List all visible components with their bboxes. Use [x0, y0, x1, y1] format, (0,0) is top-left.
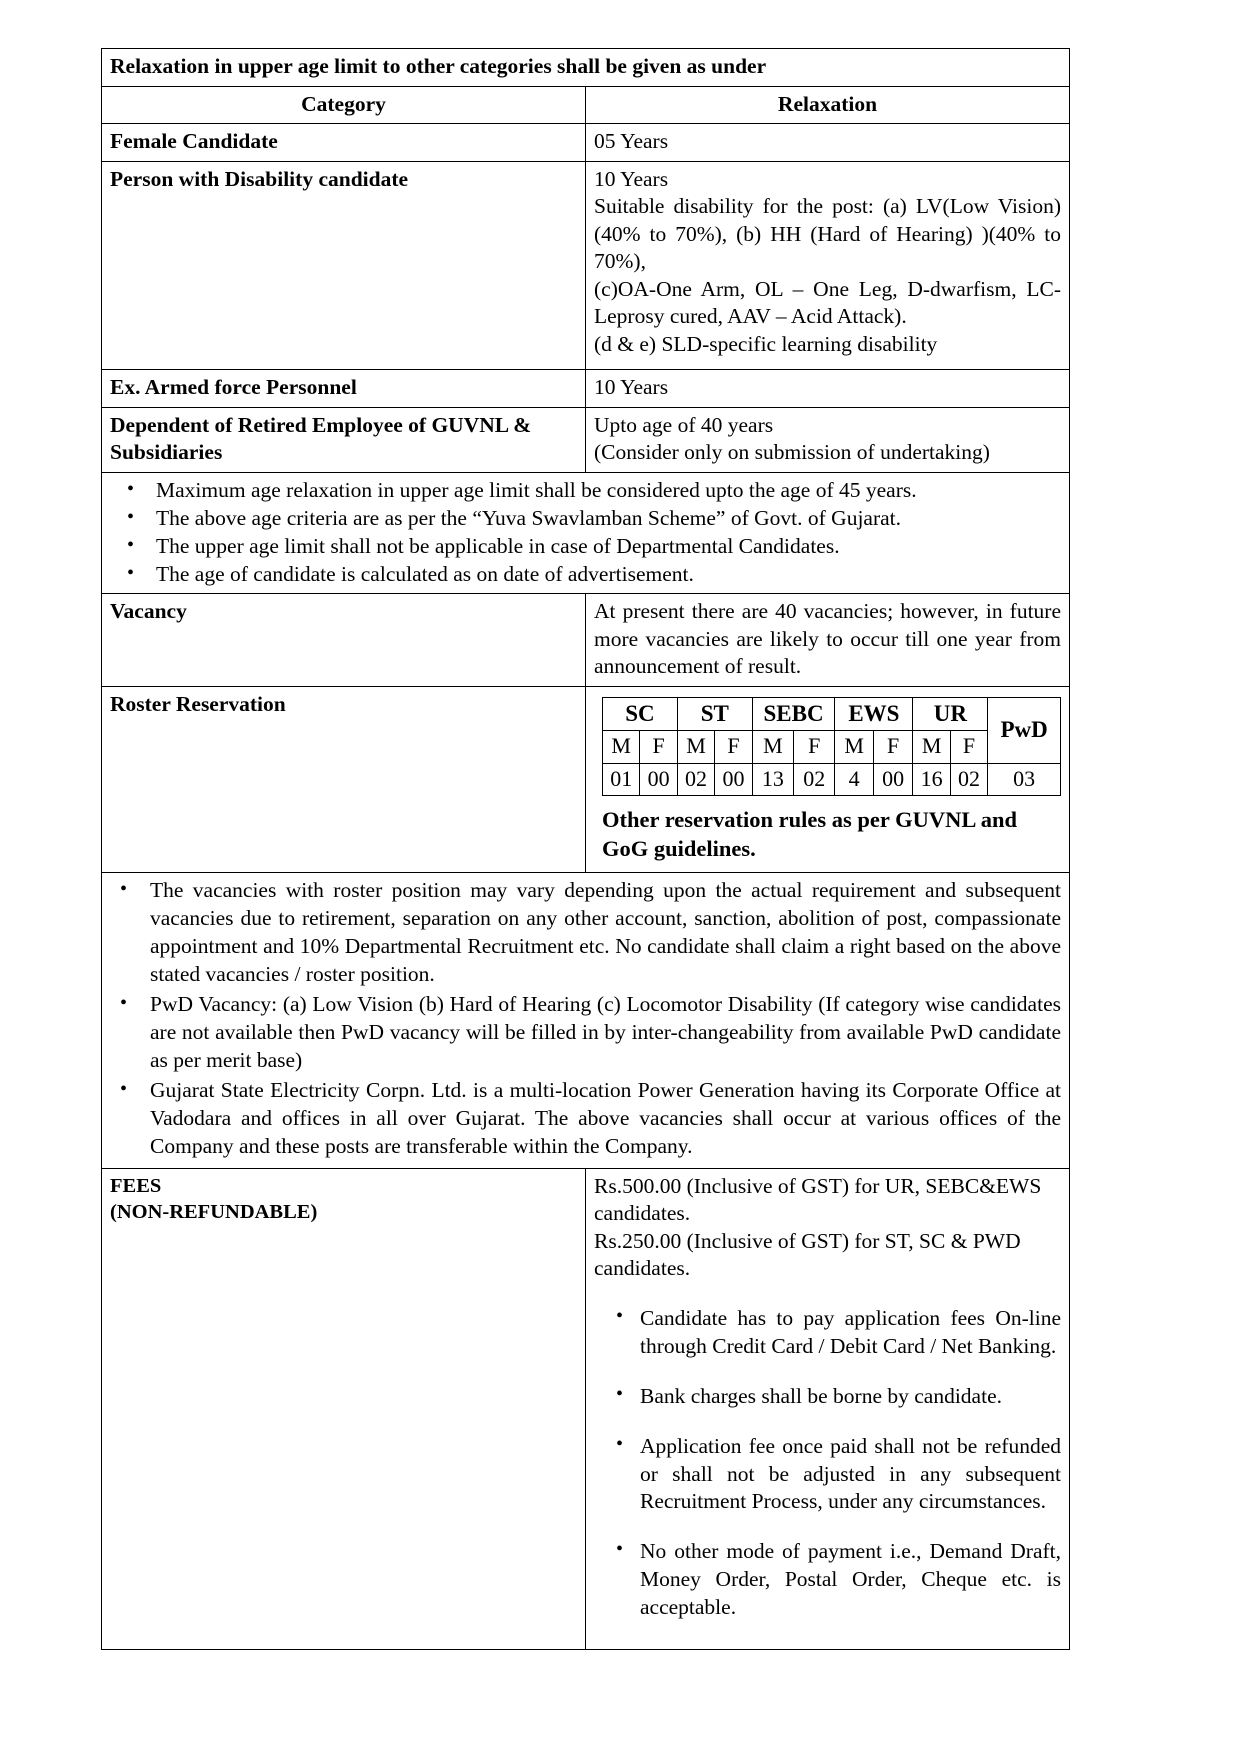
roster-reservation-table: [602, 697, 1061, 796]
document-title: Relaxation in upper age limit to other categories shall be given as under: [102, 49, 1070, 87]
roster-group-sc: SC: [603, 698, 678, 731]
roster-note: Other reservation rules as per GUVNL and GoG guidelines.: [602, 806, 1017, 861]
roster-gender-header: F: [950, 731, 987, 763]
relaxation-line: Upto age of 40 years: [594, 412, 774, 437]
table-row: [102, 161, 1070, 370]
roster-value: 02: [677, 763, 714, 795]
table-row: [102, 370, 1070, 408]
roster-group-ur: UR: [913, 698, 988, 731]
roster-gender-header: M: [752, 731, 793, 763]
relaxation-value-pwd: [586, 161, 1070, 370]
main-document-table: [101, 48, 1070, 1650]
table-row-roster: [102, 687, 1070, 873]
table-row: [102, 407, 1070, 472]
roster-value-pwd: 03: [988, 763, 1061, 795]
roster-value: 00: [640, 763, 677, 795]
list-item: • PwD Vacancy: (a) Low Vision (b) Hard of Hearing (c) Locomotor Disability (If category wise candidates are not available then PwD vacancy will be filled in by inter-changeability from available PwD candidate as per merit base): [110, 991, 1061, 1075]
table-row-fees: [102, 1168, 1070, 1650]
table-row-headers: [102, 86, 1070, 124]
relaxation-line: 10 Years: [594, 375, 669, 400]
age-notes-cell: [102, 472, 1070, 594]
table-row: [102, 124, 1070, 162]
list-item: • The upper age limit shall not be applicable in case of Departmental Candidates.: [110, 533, 1061, 561]
roster-group-header-row: [603, 698, 1061, 731]
spacer: [594, 358, 1061, 364]
list-item: • The vacancies with roster position may vary depending upon the actual requirement and subsequent vacancies due to retirement, separation on any other account, sanction, abolition of post, compassionate appointment and 10% Departmental Recruitment etc. No candidate shall claim a right based on the above stated vacancies / roster position.: [110, 877, 1061, 989]
roster-gender-header: M: [835, 731, 873, 763]
roster-gender-header: F: [873, 731, 913, 763]
vacancy-label: Vacancy: [102, 594, 586, 687]
roster-group-sebc: SEBC: [752, 698, 835, 731]
list-item: • Application fee once paid shall not be refunded or shall not be adjusted in any subsequent Recruitment Process, under any circumstances.: [594, 1433, 1061, 1517]
roster-label: Roster Reservation: [102, 687, 586, 873]
vacancy-notes-cell: [102, 873, 1070, 1168]
relaxation-line: 05 Years: [594, 129, 669, 154]
vacancy-text: At present there are 40 vacancies; however, in future more vacancies are likely to occur till one year from announcement of result.: [586, 594, 1070, 687]
relaxation-line: Suitable disability for the post: (a) LV(Low Vision)(40% to 70%), (b) HH (Hard of Hearing) )(40% to 70%),: [594, 194, 1061, 274]
roster-gender-header: F: [794, 731, 835, 763]
column-header-category: Category: [102, 86, 586, 124]
list-item: • The age of candidate is calculated as on date of advertisement.: [110, 561, 1061, 589]
relaxation-value-ex-armed-force: [586, 370, 1070, 408]
fees-label-line2: (NON-REFUNDABLE): [110, 1201, 318, 1224]
roster-gender-header: M: [677, 731, 714, 763]
table-row-age-notes: [102, 472, 1070, 594]
roster-value: 00: [715, 763, 752, 795]
table-row-title: [102, 49, 1070, 87]
list-item: • No other mode of payment i.e., Demand Draft, Money Order, Postal Order, Cheque etc. is acceptable.: [594, 1538, 1061, 1622]
category-label-pwd: Person with Disability candidate: [102, 161, 586, 370]
roster-group-pwd: PwD: [988, 698, 1061, 764]
roster-cell: [586, 687, 1070, 873]
roster-group-ews: EWS: [835, 698, 913, 731]
roster-values-row: [603, 763, 1061, 795]
relaxation-value-female: [586, 124, 1070, 162]
vacancy-notes-list: [110, 877, 1061, 1160]
roster-value: 00: [873, 763, 913, 795]
age-notes-list: [110, 477, 1061, 589]
table-row-vacancy-notes: [102, 873, 1070, 1168]
table-row-vacancy: [102, 594, 1070, 687]
relaxation-line: (d & e) SLD-specific learning disability: [594, 331, 938, 356]
list-item: • Maximum age relaxation in upper age limit shall be considered upto the age of 45 years.: [110, 477, 1061, 505]
category-label-ex-armed-force: Ex. Armed force Personnel: [102, 370, 586, 408]
relaxation-value-dependent-retired: [586, 407, 1070, 472]
roster-value: 02: [950, 763, 987, 795]
roster-value: 4: [835, 763, 873, 795]
roster-gender-header: M: [603, 731, 640, 763]
fees-amount-line: Rs.500.00 (Inclusive of GST) for UR, SEBC&EWS candidates.: [594, 1173, 1042, 1226]
roster-value: 16: [913, 763, 950, 795]
fees-content-cell: [586, 1168, 1070, 1650]
category-label-dependent-retired: Dependent of Retired Employee of GUVNL & Subsidiaries: [102, 407, 586, 472]
column-header-relaxation: Relaxation: [586, 86, 1070, 124]
fees-label-line1: FEES: [110, 1174, 162, 1197]
relaxation-line: 10 Years: [594, 166, 669, 191]
list-item: • Gujarat State Electricity Corpn. Ltd. is a multi-location Power Generation having its Corporate Office at Vadodara and offices in all over Gujarat. The above vacancies shall occur at various offices of the Company and these posts are transferable within the Company.: [110, 1077, 1061, 1161]
fees-label-cell: [102, 1168, 586, 1650]
roster-value: 02: [794, 763, 835, 795]
roster-group-st: ST: [677, 698, 752, 731]
roster-gender-header: F: [640, 731, 677, 763]
roster-value: 01: [603, 763, 640, 795]
list-item: • Candidate has to pay application fees On-line through Credit Card / Debit Card / Net Banking.: [594, 1305, 1061, 1361]
fees-bullet-list: [594, 1305, 1061, 1622]
roster-value: 13: [752, 763, 793, 795]
roster-gender-header: M: [913, 731, 950, 763]
list-item: • The above age criteria are as per the “Yuva Swavlamban Scheme” of Govt. of Gujarat.: [110, 505, 1061, 533]
relaxation-line: (Consider only on submission of undertaking): [594, 440, 990, 465]
category-label-female: Female Candidate: [102, 124, 586, 162]
fees-amount-line: Rs.250.00 (Inclusive of GST) for ST, SC & PWD candidates.: [594, 1228, 1021, 1281]
relaxation-line: (c)OA-One Arm, OL – One Leg, D-dwarfism, LC- Leprosy cured, AAV – Acid Attack).: [594, 276, 1061, 329]
list-item: • Bank charges shall be borne by candidate.: [594, 1383, 1061, 1411]
roster-gender-header: F: [715, 731, 752, 763]
